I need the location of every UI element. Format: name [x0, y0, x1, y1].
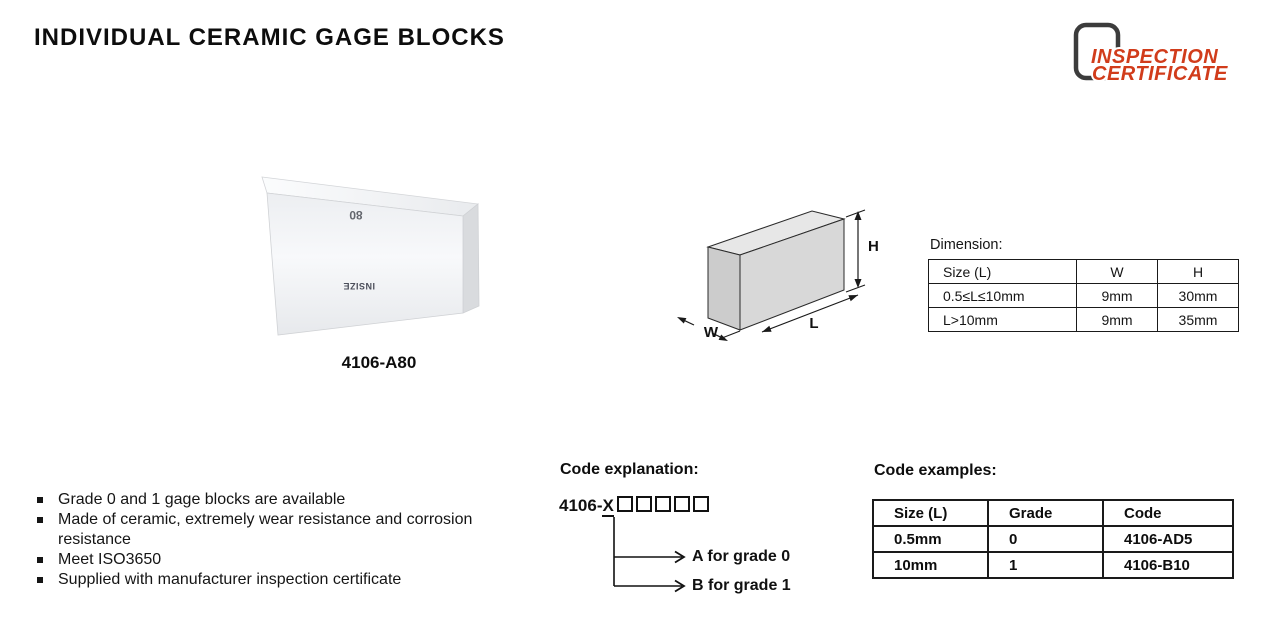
h-arrow-up-icon — [855, 211, 862, 220]
branch-label-grade0: A for grade 0 — [692, 548, 791, 565]
list-item: Meet ISO3650 — [35, 550, 475, 570]
w-label: W — [703, 324, 719, 341]
dimension-heading: Dimension: — [930, 237, 1003, 253]
dim-cell: 9mm — [1077, 284, 1158, 308]
ex-cell: 10mm — [873, 552, 988, 578]
code-prefix: 4106- — [559, 496, 603, 515]
code-examples-header-row — [873, 500, 1233, 526]
code-box — [617, 496, 633, 512]
dim-cell: L>10mm — [929, 308, 1077, 332]
ex-header-code: Code — [1103, 500, 1233, 526]
code-examples-table — [872, 499, 1234, 579]
code-box — [674, 496, 690, 512]
block-front-face — [267, 193, 463, 335]
ex-header-grade: Grade — [988, 500, 1103, 526]
logo-line1: INSPECTION — [1091, 46, 1219, 68]
block-right-face — [463, 204, 479, 313]
ex-cell: 1 — [988, 552, 1103, 578]
list-item: Grade 0 and 1 gage blocks are available — [35, 490, 475, 510]
code-examples-heading: Code examples: — [874, 462, 997, 479]
code-variable: X — [602, 496, 614, 515]
l-arrow-right-icon — [848, 295, 858, 301]
ext-line-left — [722, 331, 740, 338]
ex-cell: 4106-B10 — [1103, 552, 1233, 578]
dim-header-w: W — [1077, 260, 1158, 284]
page-title: INDIVIDUAL CERAMIC GAGE BLOCKS — [34, 24, 505, 51]
inspection-certificate-logo — [1070, 17, 1260, 89]
dim-cell: 30mm — [1158, 284, 1239, 308]
code-branch-connector — [604, 514, 690, 594]
code-boxes — [614, 496, 709, 515]
product-code-caption: 4106-A80 — [341, 353, 417, 372]
code-pattern — [559, 495, 709, 516]
table-row — [929, 284, 1239, 308]
w-arrow-left-icon — [677, 317, 686, 324]
w-arrow-right-icon — [719, 335, 728, 342]
ex-cell: 0.5mm — [873, 526, 988, 552]
l-arrow-left-icon — [762, 326, 772, 332]
dimension-table — [928, 259, 1239, 332]
dim-cell: 35mm — [1158, 308, 1239, 332]
ext-line-bottom — [846, 285, 865, 292]
code-box — [693, 496, 709, 512]
table-row — [873, 526, 1233, 552]
dimension-diagram — [670, 188, 910, 360]
l-label: L — [809, 315, 819, 332]
gage-block-photo — [240, 160, 500, 350]
ext-line-top — [846, 210, 865, 217]
ex-cell: 0 — [988, 526, 1103, 552]
diagram-left-face — [708, 247, 740, 330]
dim-cell: 9mm — [1077, 308, 1158, 332]
h-label: H — [868, 238, 879, 255]
dim-header-size: Size (L) — [929, 260, 1077, 284]
code-explanation-heading: Code explanation: — [560, 461, 699, 478]
dim-cell: 0.5≤L≤10mm — [929, 284, 1077, 308]
branch-label-grade1: B for grade 1 — [692, 577, 791, 594]
block-size-marking: 80 — [349, 208, 363, 222]
ex-header-size: Size (L) — [873, 500, 988, 526]
logo-line2: CERTIFICATE — [1092, 63, 1228, 85]
code-box — [655, 496, 671, 512]
code-box — [636, 496, 652, 512]
block-brand-marking: INSIZE — [342, 281, 376, 291]
dimension-table-header-row — [929, 260, 1239, 284]
list-item: Supplied with manufacturer inspection certificate — [35, 570, 475, 590]
table-row — [873, 552, 1233, 578]
table-row — [929, 308, 1239, 332]
feature-list — [35, 490, 475, 590]
dim-header-h: H — [1158, 260, 1239, 284]
ex-cell: 4106-AD5 — [1103, 526, 1233, 552]
list-item: Made of ceramic, extremely wear resistance and corrosion resistance — [35, 510, 475, 550]
